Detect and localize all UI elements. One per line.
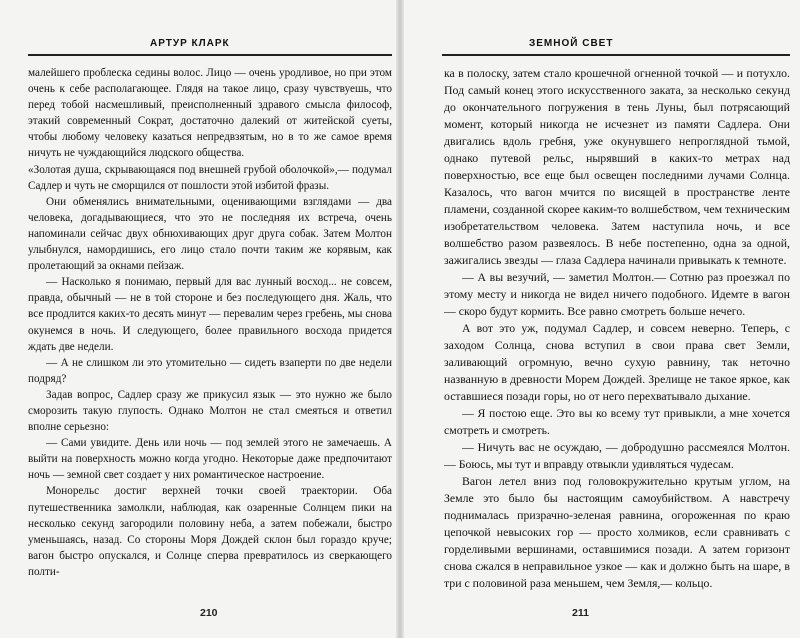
- paragraph: — А не слишком ли это утомительно — сидеть взаперти по две недели подряд?: [28, 356, 392, 385]
- page-number: 210: [200, 607, 218, 619]
- paragraph: А вот это уж, подумал Садлер, и совсем неверно. Теперь, с заходом Солнца, снова вступил в свои права свет Земли, заливающий огромную, вечно сухую равнину, так неточно названную в древности Морем Дождей. Зрелище не такое яркое, как оставшиеся позади горы, но от него перехватывало дыхание.: [444, 321, 790, 403]
- paragraph: «Золотая душа, скрывающаяся под внешней грубой оболочкой»,— подумал Садлер и чуть не сморщился от пошлости этой избитой фразы.: [28, 163, 392, 192]
- paragraph: Они обменялись внимательными, оценивающими взглядами — два человека, догадывающиеся, что это не последняя их встреча, очень напоминали сейчас двух обнюхивающих друг друга собак. Затем Молтон улыбнулся, намордишись, его лицо стало почти таким же корявым, как пролетающий за окнами пейзаж.: [28, 195, 392, 273]
- page-number: 211: [572, 607, 589, 619]
- paragraph: малейшего проблеска седины волос. Лицо — очень уродливое, но при этом очень к себе располагающее. Глядя на такое лицо, сразу чувствуешь, что перед тобой насмешливый, преисполненный здравого смысла философ, этакий современный Сократ, достаточно далекий от житейской суеты, чтобы любому человеку казаться непредвзятым, но в то же самое время ничуть не чуждающийся людского общества.: [28, 67, 392, 160]
- running-header-title: ЗЕМНОЙ СВЕТ: [529, 38, 614, 49]
- running-header-author: АРТУР КЛАРК: [150, 38, 230, 49]
- paragraph: ка в полоску, затем стало крошечной огненной точкой — и потухло. Под самый конец этого искусственного заката, за несколько секунд до окончательного погружения в тень Луны, был потрясающий момент, который никогда не исчезнет из памяти Садлера. Они двигались вдоль гребня, уже окунувшего непроглядной тьмой, однако путевой рельс, нырявший в каких-то метрах над поверхностью, все еще был освещен последними лучами Солнца. Казалось, что вагон мчится по висящей в пространстве ленте пламени, созданной скорее каким-то волшебством, чем техническим изобретательством человека. Затем наступила ночь, и все волшебство разом развеялось. В небе постепенно, одна за одной, зажигались звезды — глаза Садлера начинали привыкать к темноте.: [444, 66, 790, 267]
- paragraph: Задав вопрос, Садлер сразу же прикусил язык — это нужно же было сморозить такую глупость. Однако Молтон не стал смеяться и ответил вполне серьезно:: [28, 388, 392, 434]
- right-page-body: [444, 65, 790, 592]
- paragraph: — А вы везучий, — заметил Молтон.— Сотню раз проезжал по этому месту и никогда не видел ничего подобного. Идемте в вагон — скоро будут кормить. Все равно смотреть больше нечего.: [444, 270, 790, 318]
- paragraph: Вагон летел вниз под головокружительно крутым углом, на Земле это было бы настоящим самоубийством. А навстречу поднималась призрачно-зеленая равнина, огороженная по краю цепочкой невысоких гор — просто холмиков, если сравнивать с горделивыми вершинами, оставшимися позади. А затем горизонт снова сжался в неправильное узкое — как и должно быть на шаре, в три с половиной раза меньшем, чем Земля,— кольцо.: [444, 474, 790, 590]
- header-rule: [28, 54, 392, 56]
- header-rule: [442, 54, 790, 56]
- left-page-body: [28, 65, 392, 580]
- paragraph: — Сами увидите. День или ночь — под землей этого не замечаешь. А выйти на поверхность можно когда угодно. Некоторые даже предпочитают ночь — земной свет создает у них романтическое настроение.: [28, 437, 392, 482]
- paragraph: Монорельс достиг верхней точки своей траектории. Оба путешественника замолкли, наблюдая, как озаренные Солнцем пики на несколько секунд загородили половину неба, а затем побежали, быстро уменьшаясь, назад. Со стороны Моря Дождей склон был гораздо круче; вагон быстро опускался, и Солнце сперва превратилось из сверкающего полти-: [28, 485, 392, 578]
- paragraph: — Ничуть вас не осуждаю, — добродушно рассмеялся Молтон.— Боюсь, мы тут и вправду отвыкли удивляться чудесам.: [444, 440, 790, 471]
- paragraph: — Я постою еще. Это вы ко всему тут привыкли, а мне хочется смотреть и смотреть.: [444, 406, 790, 437]
- paragraph: — Насколько я понимаю, первый для вас лунный восход... не совсем, правда, обычный — не в той стороне и без последующего дня. Жаль, что все продлится каких-то десять минут — перевалим через гребень, мы снова окунемся в ночь. И следующего, более правильного восхода придется ждать две недели.: [28, 276, 392, 353]
- left-page: [0, 0, 398, 638]
- right-page: [402, 0, 800, 638]
